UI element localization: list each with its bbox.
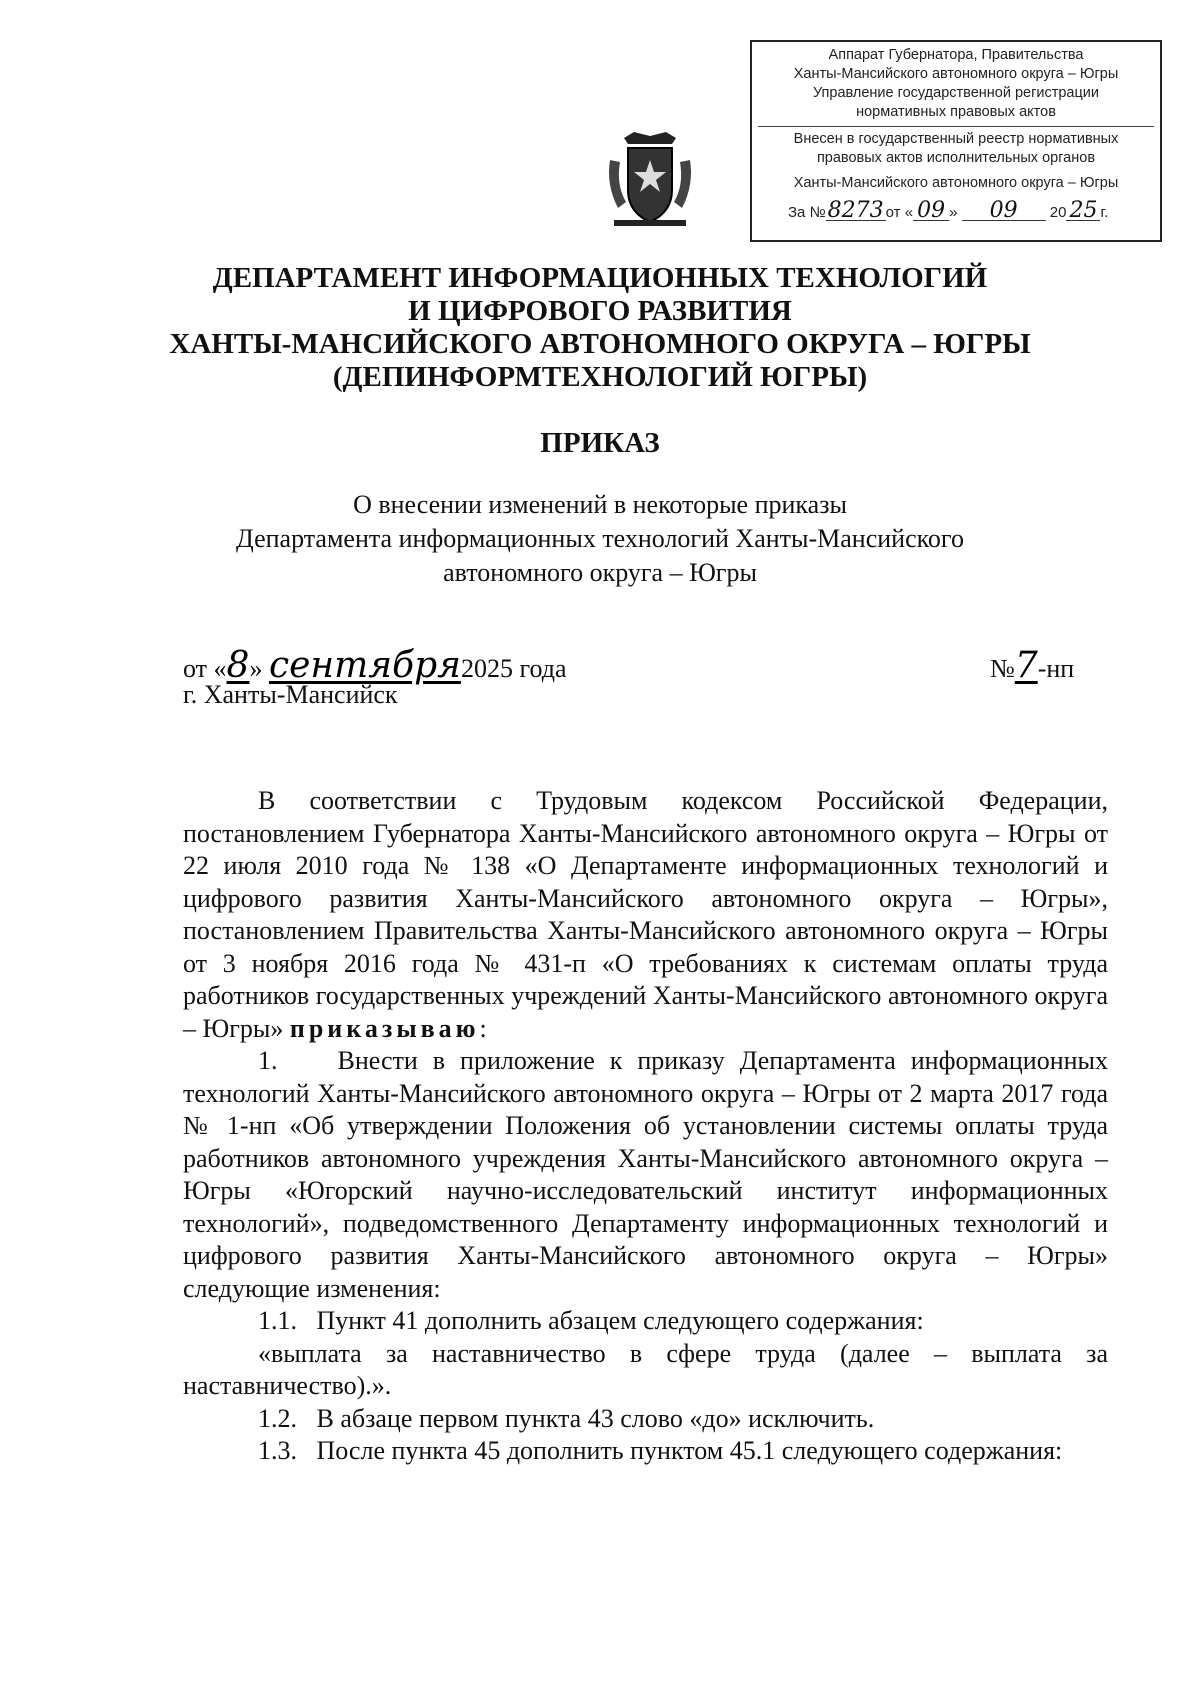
date-mid: » <box>249 654 263 683</box>
stamp-line: Внесен в государственный реестр нормативных <box>793 131 1119 147</box>
item-1-1: 1.1. Пункт 41 дополнить абзацем следующего содержания: <box>258 1306 924 1335</box>
document-city: г. Ханты-Мансийск <box>183 680 398 709</box>
reg-day: 09 <box>913 201 949 221</box>
reg-year: 25 <box>1066 201 1100 221</box>
document-number <box>990 645 1074 686</box>
stamp-line: Ханты-Мансийского автономного округа – Югры <box>793 175 1119 191</box>
document-type: ПРИКАЗ <box>540 427 660 459</box>
subject-line: автономного округа – Югры <box>443 558 757 587</box>
stamp-registry <box>758 127 1154 222</box>
reg-suffix: г. <box>1100 204 1109 221</box>
department-header <box>0 262 1200 394</box>
stamp-authority <box>758 46 1154 127</box>
header-line: ХАНТЫ-МАНСИЙСКОГО АВТОНОМНОГО ОКРУГА – ЮГРЫ <box>169 328 1031 360</box>
stamp-line: Аппарат Губернатора, Правительства <box>828 47 1084 63</box>
reg-month: 09 <box>962 201 1046 221</box>
reg-number: 8273 <box>827 198 884 223</box>
date-month: сентября <box>268 645 461 686</box>
stamp-line: Ханты-Мансийского автономного округа – Югры <box>793 66 1119 82</box>
item-1-3: 1.3. После пункта 45 дополнить пунктом 45.1 следующего содержания: <box>258 1436 1063 1465</box>
header-line: (ДЕПИНФОРМТЕХНОЛОГИЙ ЮГРЫ) <box>332 361 868 393</box>
order-word: приказываю <box>289 1013 480 1043</box>
reg-prefix: За № <box>788 204 826 221</box>
registration-stamp <box>750 40 1162 242</box>
reg-mid: » <box>949 204 958 221</box>
preamble-text: В соответствии с Трудовым кодексом Российской Федерации, постановлением Губернатора Ханты-Мансийского автономного округа – Югры от 22 июля 2010 года № 138 «О Департаменте информационных технологий и цифрового развития Ханты-Мансийского автономного округа – Югры», постановлением Правительства Ханты-Мансийского автономного округа – Югры от 3 ноября 2016 года № 431-п «О требованиях к системам оплаты труда работников государственных учреждений Ханты-Мансийского автономного округа – Югры» <box>183 786 1108 1043</box>
number-suffix: -нп <box>1037 654 1075 683</box>
subject-line: О внесении изменений в некоторые приказы <box>353 490 847 519</box>
item-1-1-quote: «выплата за наставничество в сфере труда (далее – выплата за наставничество).». <box>183 1338 1108 1400</box>
item-1: 1. Внести в приложение к приказу Департамента информационных технологий Ханты-Мансийского автономного округа – Югры от 2 марта 2017 года № 1-нп «Об утверждении Положения об установлении системы оплаты труда работников автономного учреждения Ханты-Мансийского автономного округа – Югры «Югорский научно-исследовательский институт информационных технологий», подведомственного Департаменту информационных технологий и цифрового развития Ханты-Мансийского автономного округа – Югры» следующие изменения: <box>183 1046 1108 1303</box>
subject-line: Департамента информационных технологий Ханты-Мансийского <box>236 524 964 553</box>
header-line: ДЕПАРТАМЕНТ ИНФОРМАЦИОННЫХ ТЕХНОЛОГИЙ <box>212 262 988 294</box>
stamp-line: Управление государственной регистрации <box>812 85 1100 101</box>
header-line: И ЦИФРОВОГО РАЗВИТИЯ <box>408 295 792 327</box>
reg-year-prefix: 20 <box>1049 204 1067 221</box>
stamp-registration-line <box>758 198 1154 223</box>
order-colon: : <box>479 1013 487 1043</box>
document-subject <box>0 488 1200 590</box>
stamp-line: правовых актов исполнительных органов <box>816 150 1096 166</box>
stamp-line: нормативных правовых актов <box>856 104 1056 120</box>
number-prefix: № <box>990 654 1015 683</box>
document-body <box>183 785 1108 1468</box>
reg-from: от « <box>885 204 914 221</box>
number-value: 7 <box>1014 645 1038 686</box>
date-year: 2025 года <box>460 654 567 683</box>
item-1-2: 1.2. В абзаце первом пункта 43 слово «до» исключить. <box>258 1403 875 1433</box>
preamble-paragraph <box>183 785 1108 1045</box>
date-day: 8 <box>226 645 250 686</box>
coat-of-arms-icon <box>604 130 696 230</box>
date-prefix: от « <box>183 654 227 683</box>
